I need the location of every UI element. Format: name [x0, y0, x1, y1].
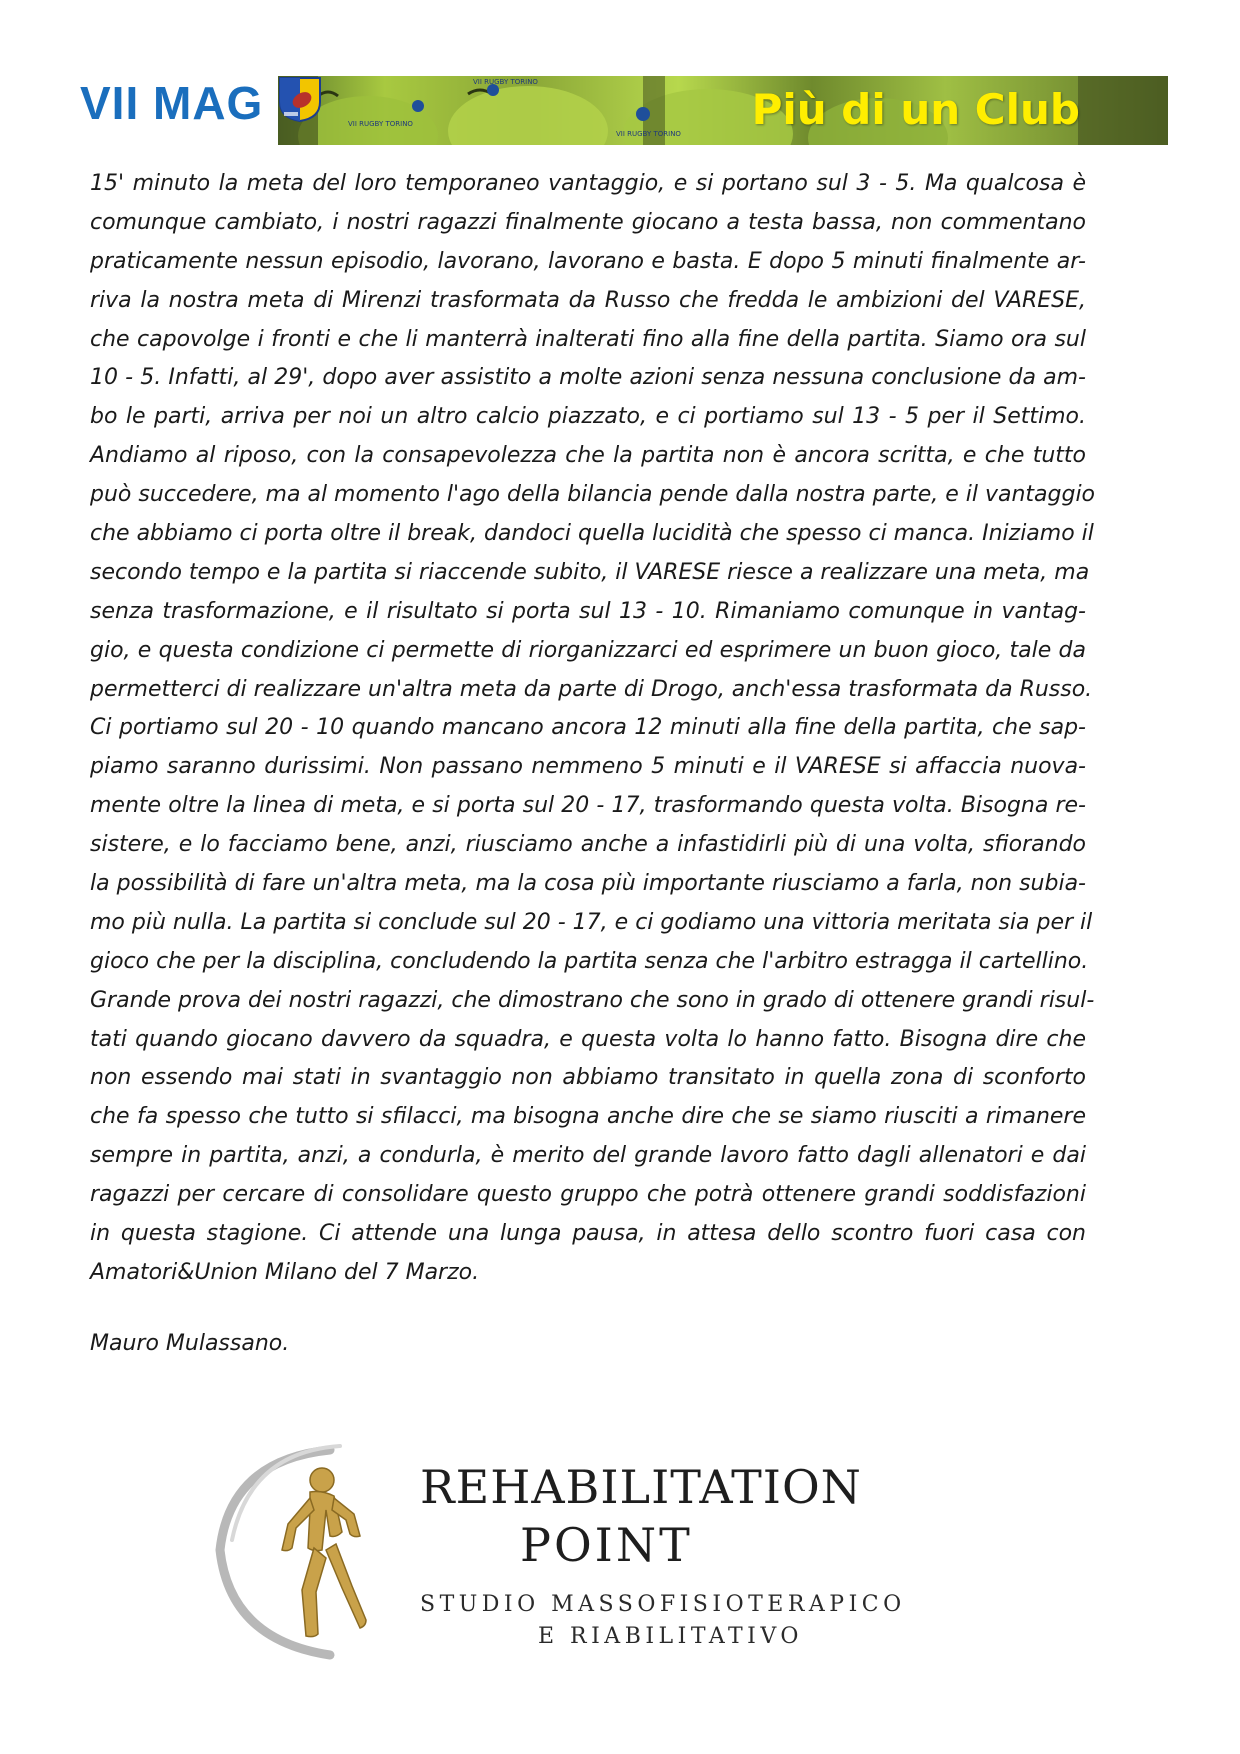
article-line: che abbiamo ci porta oltre il break, dandoci quella lucidità che spesso ci manca. Iniziamo il: [90, 521, 1094, 547]
article-line: bo le parti, arriva per noi un altro calcio piazzato, e ci portiamo sul 13 - 5 per il Settimo.: [90, 404, 1086, 430]
page-header: [0, 0, 1240, 160]
article-line: tati quando giocano davvero da squadra, e questa volta lo hanno fatto. Bisogna dire che: [90, 1026, 1086, 1052]
article-line: in questa stagione. Ci attende una lunga pausa, in attesa dello scontro fuori casa con: [90, 1221, 1086, 1247]
article-line: può succedere, ma al momento l'ago della bilancia pende dalla nostra parte, e il vantaggio: [90, 482, 1096, 508]
ad-title-line-2: POINT: [520, 1518, 693, 1572]
article-line: riva la nostra meta di Mirenzi trasformata da Russo che fredda le ambizioni del VARESE,: [90, 287, 1086, 313]
article-line: gioco che per la disciplina, concludendo la partita senza che l'arbitro estragga il cartellino.: [90, 948, 1089, 974]
magazine-title: VII MAG: [80, 77, 264, 129]
rehab-logo-figure-icon: [210, 1440, 410, 1660]
article-line: mente oltre la linea di meta, e si porta sul 20 - 17, trasformando questa volta. Bisogna re-: [90, 793, 1086, 819]
article-line: che capovolge i fronti e che li manterrà inalterati fino alla fine della partita. Siamo ora sul: [90, 326, 1086, 352]
header-banner: [278, 76, 1168, 145]
article-line: senza trasformazione, e il risultato si porta sul 13 - 10. Rimaniamo comunque in vantag-: [90, 598, 1086, 624]
svg-text:VII RUGBY TORINO: VII RUGBY TORINO: [616, 130, 681, 138]
ad-subtitle-line-1: STUDIO MASSOFISIOTERAPICO: [420, 1592, 906, 1617]
article-line: permetterci di realizzare un'altra meta da parte di Drogo, anch'essa trasformata da Russo.: [90, 676, 1093, 702]
ad-title-line-1: REHABILITATION: [420, 1460, 862, 1514]
article-line: 15' minuto la meta del loro temporaneo vantaggio, e si portano sul 3 - 5. Ma qualcosa è: [90, 171, 1086, 196]
article-line: gio, e questa condizione ci permette di riorganizzarci ed esprimere un buon gioco, tale da: [90, 637, 1086, 663]
article-line: 10 - 5. Infatti, al 29', dopo aver assistito a molte azioni senza nessuna conclusione da am-: [90, 365, 1086, 391]
article-line: Amatori&Union Milano del 7 Marzo.: [90, 1259, 480, 1285]
rehabilitation-point-ad: [210, 1440, 1010, 1660]
svg-text:VII RUGBY TORINO: VII RUGBY TORINO: [473, 78, 538, 86]
article-line: che fa spesso che tutto si sfilacci, ma bisogna anche dire che se siamo riusciti a rimanere: [90, 1104, 1086, 1130]
banner-title: Più di un Club: [751, 85, 1080, 134]
article-line: Ci portiamo sul 20 - 10 quando mancano ancora 12 minuti alla fine della partita, che sap-: [90, 715, 1086, 741]
article-body: [90, 165, 1096, 1293]
article-line: piamo saranno durissimi. Non passano nemmeno 5 minuti e il VARESE si affaccia nuova-: [90, 754, 1086, 780]
club-crest-icon: [278, 76, 322, 122]
article-line: Andiamo al riposo, con la consapevolezza che la partita non è ancora scritta, e che tutto: [90, 443, 1086, 469]
article-line: sempre in partita, anzi, a condurla, è merito del grande lavoro fatto dagli allenatori e dai: [90, 1143, 1086, 1169]
article-line: secondo tempo e la partita si riaccende subito, il VARESE riesce a realizzare una meta, ma: [90, 559, 1090, 585]
ad-subtitle-line-2: E RIABILITATIVO: [538, 1624, 803, 1649]
article-line: mo più nulla. La partita si conclude sul 20 - 17, e ci godiamo una vittoria meritata sia per il: [90, 909, 1093, 935]
article-line: ragazzi per cercare di consolidare questo gruppo che potrà ottenere grandi soddisfazioni: [90, 1182, 1086, 1208]
article-line: la possibilità di fare un'altra meta, ma la cosa più importante riusciamo a farla, non subia-: [90, 871, 1086, 897]
article-line: non essendo mai stati in svantaggio non abbiamo transitato in quella zona di sconforto: [90, 1065, 1086, 1091]
article-line: sistere, e lo facciamo bene, anzi, riusciamo anche a infastidirli più di una volta, sfiorando: [90, 832, 1086, 858]
svg-text:VII RUGBY TORINO: VII RUGBY TORINO: [348, 120, 413, 128]
article-line: praticamente nessun episodio, lavorano, lavorano e basta. E dopo 5 minuti finalmente ar-: [90, 248, 1086, 274]
article-line: Grande prova dei nostri ragazzi, che dimostrano che sono in grado di ottenere grandi risul-: [90, 987, 1095, 1013]
article-line: comunque cambiato, i nostri ragazzi finalmente giocano a testa bassa, non commentano: [90, 209, 1086, 235]
article-signature: Mauro Mulassano.: [90, 1331, 290, 1356]
